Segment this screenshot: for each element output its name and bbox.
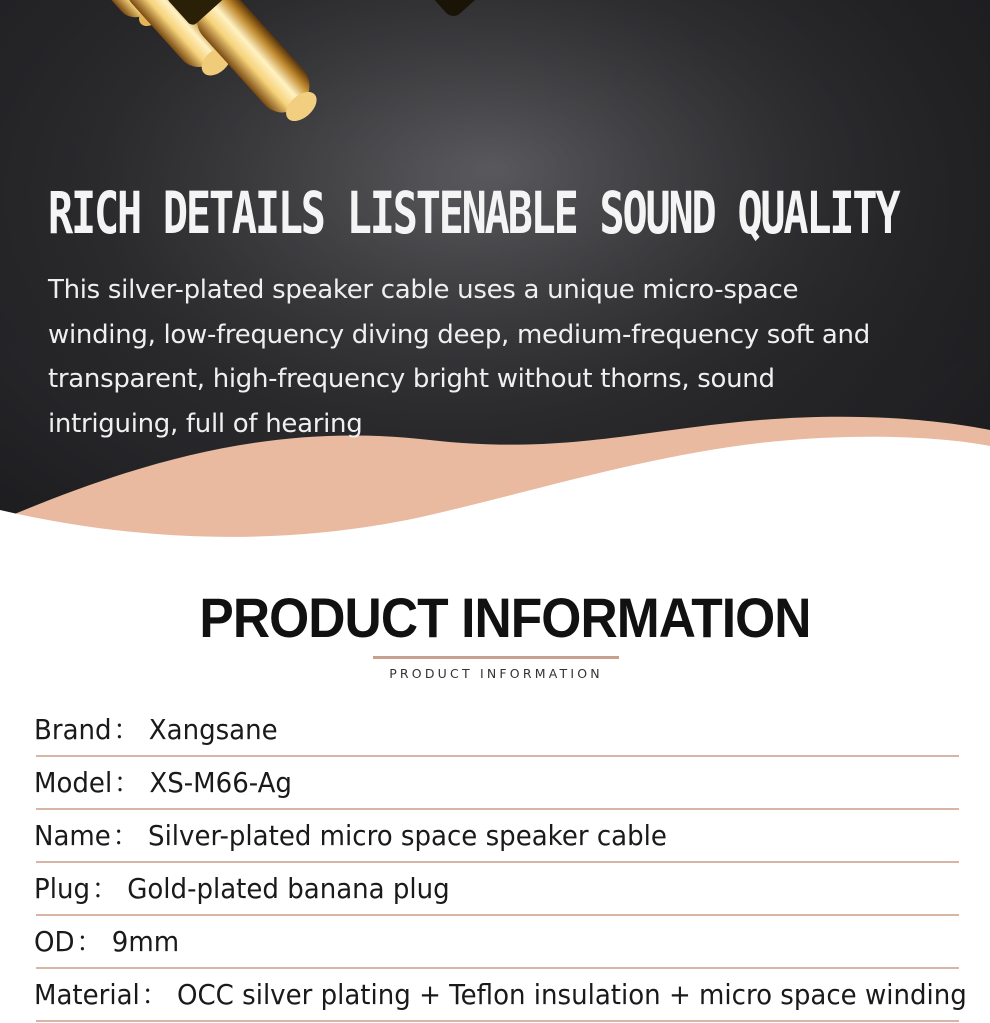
spec-value: Silver-plated micro space speaker cable [148, 819, 667, 852]
section-title: PRODUCT INFORMATION [199, 586, 811, 649]
spec-text [34, 712, 278, 748]
spec-row-model [0, 757, 990, 810]
spec-text [34, 871, 450, 907]
spec-label: Plug [34, 872, 90, 905]
spec-row-name [0, 810, 990, 863]
spec-row-od [0, 916, 990, 969]
row-divider [36, 1020, 959, 1022]
spec-text [34, 977, 967, 1013]
spec-text [34, 765, 292, 801]
spec-separator: ： [141, 978, 168, 1011]
spec-label: OD [34, 925, 75, 958]
spec-value: XS-M66-Ag [149, 766, 292, 799]
hero-title: RICH DETAILS LISTENABLE SOUND QUALITY [48, 179, 899, 247]
spec-row-plug [0, 863, 990, 916]
hero-description: This silver-plated speaker cable uses a unique micro-space winding, low-frequency diving deep, medium-frequency soft and transparent, high-frequency bright without thorns, sound intriguing, full of hearing [48, 275, 870, 439]
spec-value: 9mm [111, 925, 180, 958]
spec-label: Name [34, 819, 111, 852]
spec-label: Brand [34, 713, 112, 746]
spec-value: Xangsane [148, 713, 278, 746]
spec-row-brand [0, 704, 990, 757]
section-subtitle: PRODUCT INFORMATION [389, 666, 603, 681]
spec-label: Model [34, 766, 113, 799]
spec-separator: ： [113, 713, 140, 746]
spec-list [0, 704, 990, 1022]
spec-text [34, 818, 667, 854]
spec-separator: ： [76, 925, 103, 958]
title-underline [373, 656, 619, 659]
spec-label: Material [34, 978, 140, 1011]
spec-value: Gold-plated banana plug [127, 872, 450, 905]
spec-row-material [0, 969, 990, 1022]
spec-separator: ： [91, 872, 118, 905]
spec-separator: ： [112, 819, 139, 852]
spec-value: OCC silver plating + Teflon insulation + micro space winding [177, 978, 967, 1011]
spec-separator: ： [114, 766, 141, 799]
spec-text [34, 924, 179, 960]
